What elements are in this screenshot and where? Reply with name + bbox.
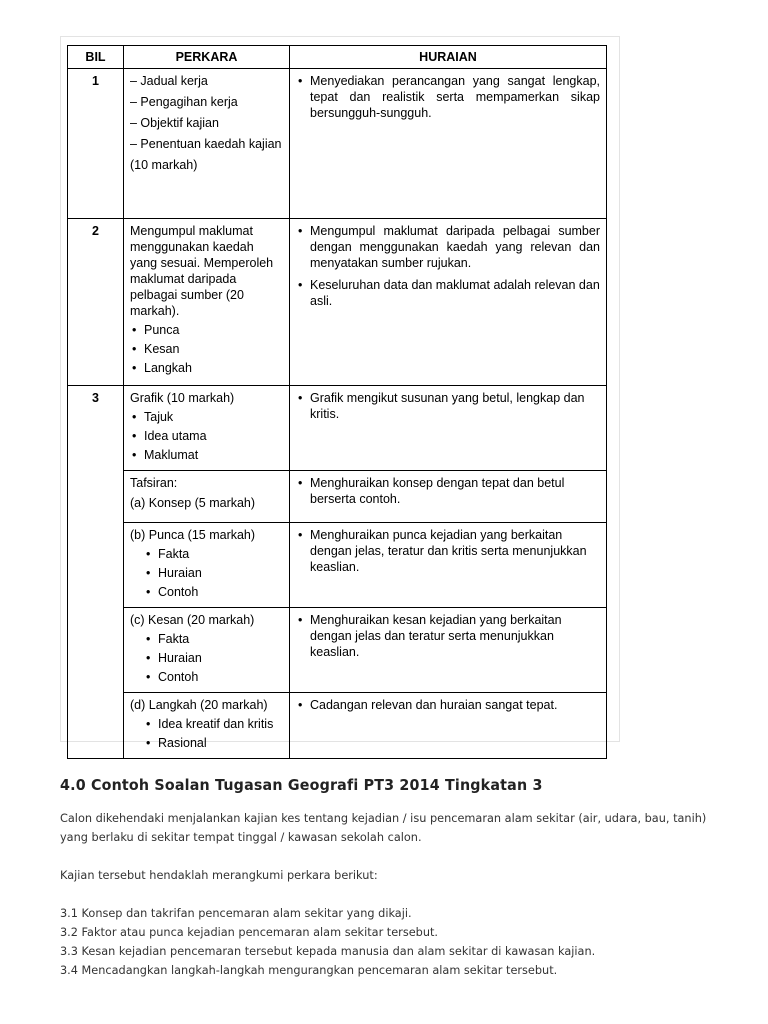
list-item: • Idea kreatif dan kritis xyxy=(144,716,283,732)
table-row xyxy=(68,69,607,219)
header-perkara: PERKARA xyxy=(124,46,290,69)
list-item: 3.4 Mencadangkan langkah-langkah mengurangkan pencemaran alam sekitar tersebut. xyxy=(60,964,558,977)
section-heading: 4.0 Contoh Soalan Tugasan Geografi PT3 2014 Tingkatan 3 xyxy=(60,776,543,794)
konsep-label: (a) Konsep (5 markah) xyxy=(130,496,256,510)
list-item: 3.2 Faktor atau punca kejadian pencemaran alam sekitar tersebut. xyxy=(60,926,439,939)
huraian-cell xyxy=(290,219,607,386)
perkara-cell xyxy=(124,471,290,523)
list-item: 3.1 Konsep dan takrifan pencemaran alam sekitar yang dikaji. xyxy=(60,907,412,920)
list-item: • Maklumat xyxy=(130,447,283,463)
huraian-point: • Grafik mengikut susunan yang betul, lengkap dan kritis. xyxy=(296,390,600,422)
grafik-title: Grafik (10 markah) xyxy=(130,391,235,405)
list-item: • Idea utama xyxy=(130,428,283,444)
row-number: 2 xyxy=(68,219,124,386)
perkara-cell xyxy=(124,69,290,219)
perkara-cell xyxy=(124,386,290,471)
list-item: • Rasional xyxy=(144,735,283,751)
list-item: • Punca xyxy=(130,322,283,338)
list-item: • Contoh xyxy=(144,669,283,685)
intro-paragraph: Calon dikehendaki menjalankan kajian kes tentang kejadian / isu pencemaran alam sekitar (air, udara, bau, tanih) yang berlaku di sekitar tempat tinggal / kawasan sekolah calon. xyxy=(60,812,707,844)
list-item: • Fakta xyxy=(144,631,283,647)
header-bil: BIL xyxy=(68,46,124,69)
list-item: – Pengagihan kerja xyxy=(130,95,238,109)
list-item: • Tajuk xyxy=(130,409,283,425)
tafsiran-label: Tafsiran: xyxy=(130,476,178,490)
perkara-text: Mengumpul maklumat menggunakan kaedah yang sesuai. Memperoleh maklumat daripada pelbagai sumber (20 markah). xyxy=(130,224,274,318)
table-row xyxy=(68,608,607,693)
requirements-intro: Kajian tersebut hendaklah merangkumi perkara berikut: xyxy=(60,869,378,882)
requirements-list xyxy=(60,904,710,980)
perkara-cell xyxy=(124,219,290,386)
table-row xyxy=(68,693,607,759)
list-item: • Contoh xyxy=(144,584,283,600)
huraian-point: • Menghuraikan konsep dengan tepat dan betul berserta contoh. xyxy=(296,475,600,507)
huraian-cell xyxy=(290,608,607,693)
table-header-row xyxy=(68,46,607,69)
kesan-title: (c) Kesan (20 markah) xyxy=(130,613,255,627)
list-item: • Langkah xyxy=(130,360,283,376)
punca-title: (b) Punca (15 markah) xyxy=(130,528,256,542)
list-item: • Huraian xyxy=(144,650,283,666)
list-item: – Jadual kerja xyxy=(130,74,208,88)
row-number: 3 xyxy=(68,386,124,759)
huraian-point: • Menyediakan perancangan yang sangat lengkap, tepat dan realistik serta mempamerkan sikap bersungguh-sungguh. xyxy=(296,73,600,121)
list-item: – Objektif kajian xyxy=(130,116,219,130)
row-number: 1 xyxy=(68,69,124,219)
perkara-cell xyxy=(124,693,290,759)
huraian-cell xyxy=(290,693,607,759)
rubric-table xyxy=(67,45,607,759)
list-item: – Penentuan kaedah kajian xyxy=(130,137,282,151)
huraian-point: • Cadangan relevan dan huraian sangat tepat. xyxy=(296,697,600,713)
marks-label: (10 markah) xyxy=(130,158,198,172)
huraian-point: • Mengumpul maklumat daripada pelbagai sumber dengan menggunakan kaedah yang relevan dan menyatakan sumber rujukan. xyxy=(296,223,600,271)
huraian-cell xyxy=(290,523,607,608)
list-item: • Fakta xyxy=(144,546,283,562)
list-item: • Huraian xyxy=(144,565,283,581)
table-row xyxy=(68,523,607,608)
huraian-point: • Menghuraikan punca kejadian yang berkaitan dengan jelas, teratur dan kritis serta menunjukkan keaslian. xyxy=(296,527,600,575)
perkara-cell xyxy=(124,523,290,608)
list-item: • Kesan xyxy=(130,341,283,357)
table-row xyxy=(68,219,607,386)
huraian-cell xyxy=(290,69,607,219)
huraian-cell xyxy=(290,471,607,523)
rubric-table-image xyxy=(60,36,620,750)
header-huraian: HURAIAN xyxy=(290,46,607,69)
table-row xyxy=(68,386,607,471)
huraian-point: • Keseluruhan data dan maklumat adalah relevan dan asli. xyxy=(296,277,600,309)
table-row xyxy=(68,471,607,523)
huraian-cell xyxy=(290,386,607,471)
huraian-point: • Menghuraikan kesan kejadian yang berkaitan dengan jelas dan teratur serta menunjukkan keaslian. xyxy=(296,612,600,660)
perkara-cell xyxy=(124,608,290,693)
langkah-title: (d) Langkah (20 markah) xyxy=(130,698,268,712)
list-item: 3.3 Kesan kejadian pencemaran tersebut kepada manusia dan alam sekitar di kawasan kajian. xyxy=(60,945,596,958)
